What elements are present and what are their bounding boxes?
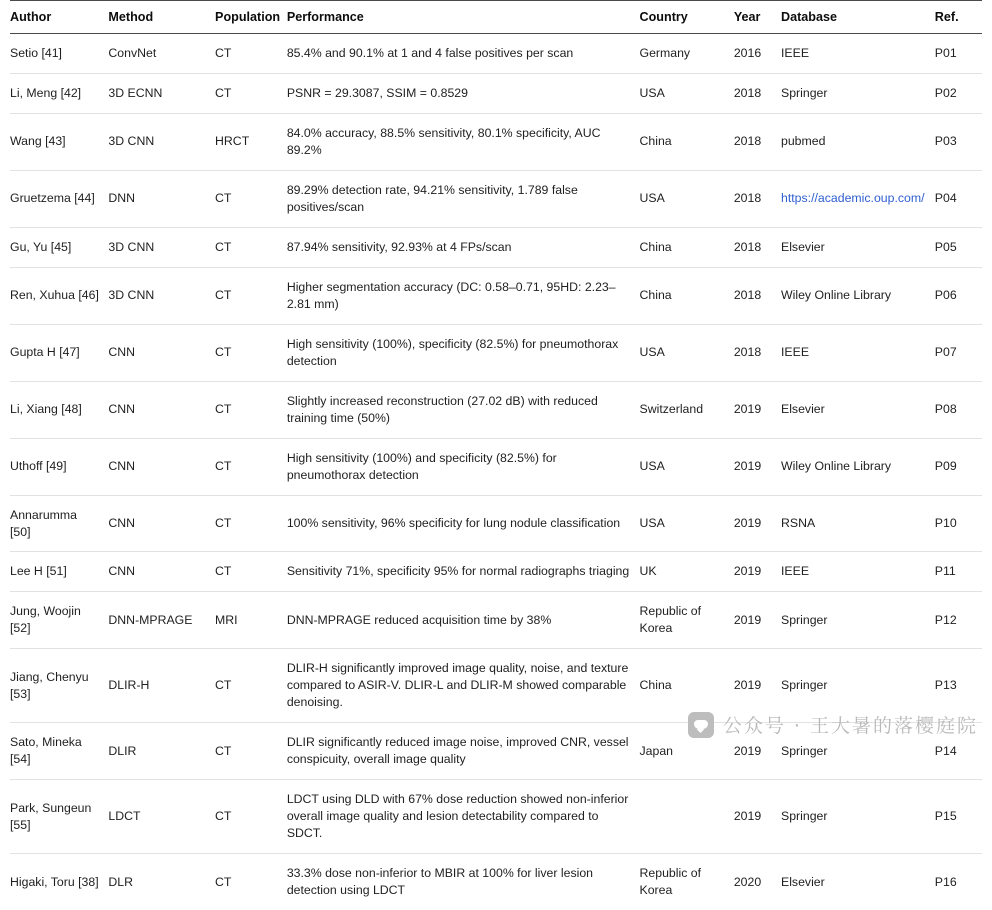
- cell-year: 2019: [734, 723, 781, 780]
- column-header-population: Population: [215, 1, 287, 34]
- cell-country: Republic of Korea: [640, 592, 734, 649]
- cell-year: 2019: [734, 592, 781, 649]
- cell-population: CT: [215, 227, 287, 267]
- cell-population: CT: [215, 324, 287, 381]
- column-header-database: Database: [781, 1, 935, 34]
- cell-author: Higaki, Toru [38]: [10, 854, 108, 910]
- table-row: [10, 381, 982, 438]
- watermark-text: 公众号 · 王大暑的落樱庭院: [723, 711, 978, 738]
- cell-database[interactable]: [781, 170, 935, 227]
- cell-method: CNN: [108, 495, 215, 552]
- cell-country: USA: [640, 495, 734, 552]
- cell-country: Germany: [640, 34, 734, 74]
- table-row: [10, 170, 982, 227]
- cell-performance: 84.0% accuracy, 88.5% sensitivity, 80.1% specificity, AUC 89.2%: [287, 113, 640, 170]
- table-row: [10, 324, 982, 381]
- cell-ref: P16: [935, 854, 982, 910]
- cell-database: Springer: [781, 592, 935, 649]
- cell-author: Setio [41]: [10, 34, 108, 74]
- cell-performance: DLIR-H significantly improved image quality, noise, and texture compared to ASIR-V. DLIR-L and DLIR-M showed comparable denoising.: [287, 649, 640, 723]
- cell-ref: P12: [935, 592, 982, 649]
- cell-author: Wang [43]: [10, 113, 108, 170]
- cell-country: [640, 780, 734, 854]
- cell-ref: P11: [935, 552, 982, 592]
- cell-database: Elsevier: [781, 227, 935, 267]
- table-row: [10, 113, 982, 170]
- cell-ref: P13: [935, 649, 982, 723]
- cell-ref: P09: [935, 438, 982, 495]
- cell-year: 2016: [734, 34, 781, 74]
- cell-method: CNN: [108, 381, 215, 438]
- cell-year: 2019: [734, 495, 781, 552]
- cell-performance: Slightly increased reconstruction (27.02 dB) with reduced training time (50%): [287, 381, 640, 438]
- cell-year: 2018: [734, 73, 781, 113]
- cell-database: Wiley Online Library: [781, 267, 935, 324]
- cell-performance: DNN-MPRAGE reduced acquisition time by 38%: [287, 592, 640, 649]
- cell-performance: 87.94% sensitivity, 92.93% at 4 FPs/scan: [287, 227, 640, 267]
- cell-country: China: [640, 267, 734, 324]
- cell-country: USA: [640, 170, 734, 227]
- table-row: [10, 438, 982, 495]
- cell-year: 2019: [734, 438, 781, 495]
- cell-performance: High sensitivity (100%) and specificity (82.5%) for pneumothorax detection: [287, 438, 640, 495]
- cell-database: Springer: [781, 780, 935, 854]
- cell-country: USA: [640, 73, 734, 113]
- cell-author: Gruetzema [44]: [10, 170, 108, 227]
- cell-year: 2020: [734, 854, 781, 910]
- cell-ref: P14: [935, 723, 982, 780]
- cell-author: Annarumma [50]: [10, 495, 108, 552]
- cell-country: Republic of Korea: [640, 854, 734, 910]
- cell-population: CT: [215, 780, 287, 854]
- cell-performance: Higher segmentation accuracy (DC: 0.58–0.71, 95HD: 2.23–2.81 mm): [287, 267, 640, 324]
- cell-country: USA: [640, 324, 734, 381]
- cell-ref: P07: [935, 324, 982, 381]
- cell-population: CT: [215, 723, 287, 780]
- cell-ref: P15: [935, 780, 982, 854]
- table-header: [10, 1, 982, 34]
- table-row: [10, 267, 982, 324]
- cell-country: China: [640, 113, 734, 170]
- table-row: [10, 854, 982, 910]
- cell-year: 2018: [734, 113, 781, 170]
- cell-country: China: [640, 227, 734, 267]
- cell-population: CT: [215, 495, 287, 552]
- cell-method: 3D CNN: [108, 113, 215, 170]
- table-row: [10, 227, 982, 267]
- column-header-country: Country: [640, 1, 734, 34]
- cell-database: pubmed: [781, 113, 935, 170]
- table-row: [10, 34, 982, 74]
- cell-population: CT: [215, 649, 287, 723]
- cell-country: USA: [640, 438, 734, 495]
- cell-ref: P05: [935, 227, 982, 267]
- cell-author: Uthoff [49]: [10, 438, 108, 495]
- cell-database: Elsevier: [781, 854, 935, 910]
- cell-country: China: [640, 649, 734, 723]
- cell-database: Springer: [781, 723, 935, 780]
- cell-ref: P02: [935, 73, 982, 113]
- cell-database: Springer: [781, 73, 935, 113]
- database-link[interactable]: https://academic.oup.com/: [781, 191, 925, 205]
- cell-author: Gu, Yu [45]: [10, 227, 108, 267]
- column-header-performance: Performance: [287, 1, 640, 34]
- cell-author: Jiang, Chenyu [53]: [10, 649, 108, 723]
- cell-year: 2018: [734, 227, 781, 267]
- table-row: [10, 780, 982, 854]
- table-row: [10, 495, 982, 552]
- cell-author: Lee H [51]: [10, 552, 108, 592]
- cell-author: Gupta H [47]: [10, 324, 108, 381]
- cell-population: CT: [215, 267, 287, 324]
- cell-country: Japan: [640, 723, 734, 780]
- cell-ref: P06: [935, 267, 982, 324]
- table-row: [10, 723, 982, 780]
- cell-year: 2019: [734, 780, 781, 854]
- cell-population: MRI: [215, 592, 287, 649]
- cell-method: DNN-MPRAGE: [108, 592, 215, 649]
- studies-table: [10, 0, 982, 910]
- cell-method: CNN: [108, 552, 215, 592]
- cell-performance: LDCT using DLD with 67% dose reduction showed non-inferior overall image quality and lesion detectability compared to SDCT.: [287, 780, 640, 854]
- cell-method: CNN: [108, 438, 215, 495]
- cell-population: CT: [215, 552, 287, 592]
- cell-year: 2019: [734, 552, 781, 592]
- cell-method: 3D ECNN: [108, 73, 215, 113]
- cell-population: HRCT: [215, 113, 287, 170]
- cell-method: DLIR: [108, 723, 215, 780]
- cell-database: Elsevier: [781, 381, 935, 438]
- cell-performance: PSNR = 29.3087, SSIM = 0.8529: [287, 73, 640, 113]
- cell-method: DNN: [108, 170, 215, 227]
- cell-author: Park, Sungeun [55]: [10, 780, 108, 854]
- column-header-year: Year: [734, 1, 781, 34]
- cell-country: Switzerland: [640, 381, 734, 438]
- cell-method: 3D CNN: [108, 227, 215, 267]
- cell-performance: 89.29% detection rate, 94.21% sensitivity, 1.789 false positives/scan: [287, 170, 640, 227]
- column-header-method: Method: [108, 1, 215, 34]
- cell-database: IEEE: [781, 324, 935, 381]
- cell-performance: DLIR significantly reduced image noise, improved CNR, vessel conspicuity, overall image quality: [287, 723, 640, 780]
- cell-year: 2019: [734, 649, 781, 723]
- column-header-author: Author: [10, 1, 108, 34]
- cell-year: 2018: [734, 324, 781, 381]
- cell-population: CT: [215, 170, 287, 227]
- column-header-ref: Ref.: [935, 1, 982, 34]
- cell-ref: P08: [935, 381, 982, 438]
- table-row: [10, 552, 982, 592]
- cell-performance: 85.4% and 90.1% at 1 and 4 false positives per scan: [287, 34, 640, 74]
- cell-method: CNN: [108, 324, 215, 381]
- cell-ref: P04: [935, 170, 982, 227]
- cell-performance: High sensitivity (100%), specificity (82.5%) for pneumothorax detection: [287, 324, 640, 381]
- cell-database: IEEE: [781, 34, 935, 74]
- cell-year: 2019: [734, 381, 781, 438]
- cell-year: 2018: [734, 170, 781, 227]
- table-body: [10, 34, 982, 910]
- cell-method: LDCT: [108, 780, 215, 854]
- table-row: [10, 73, 982, 113]
- cell-performance: Sensitivity 71%, specificity 95% for normal radiographs triaging: [287, 552, 640, 592]
- cell-database: Wiley Online Library: [781, 438, 935, 495]
- table-row: [10, 649, 982, 723]
- cell-method: DLIR-H: [108, 649, 215, 723]
- cell-population: CT: [215, 73, 287, 113]
- cell-ref: P03: [935, 113, 982, 170]
- table-row: [10, 592, 982, 649]
- cell-ref: P10: [935, 495, 982, 552]
- cell-author: Ren, Xuhua [46]: [10, 267, 108, 324]
- cell-author: Li, Meng [42]: [10, 73, 108, 113]
- cell-population: CT: [215, 381, 287, 438]
- cell-year: 2018: [734, 267, 781, 324]
- cell-author: Jung, Woojin [52]: [10, 592, 108, 649]
- cell-author: Li, Xiang [48]: [10, 381, 108, 438]
- cell-performance: 100% sensitivity, 96% specificity for lung nodule classification: [287, 495, 640, 552]
- cell-method: 3D CNN: [108, 267, 215, 324]
- cell-method: ConvNet: [108, 34, 215, 74]
- cell-ref: P01: [935, 34, 982, 74]
- cell-performance: 33.3% dose non-inferior to MBIR at 100% for liver lesion detection using LDCT: [287, 854, 640, 910]
- cell-population: CT: [215, 34, 287, 74]
- cell-method: DLR: [108, 854, 215, 910]
- cell-country: UK: [640, 552, 734, 592]
- cell-population: CT: [215, 438, 287, 495]
- cell-database: IEEE: [781, 552, 935, 592]
- cell-author: Sato, Mineka [54]: [10, 723, 108, 780]
- cell-population: CT: [215, 854, 287, 910]
- cell-database: Springer: [781, 649, 935, 723]
- table-header-row: [10, 1, 982, 34]
- cell-database: RSNA: [781, 495, 935, 552]
